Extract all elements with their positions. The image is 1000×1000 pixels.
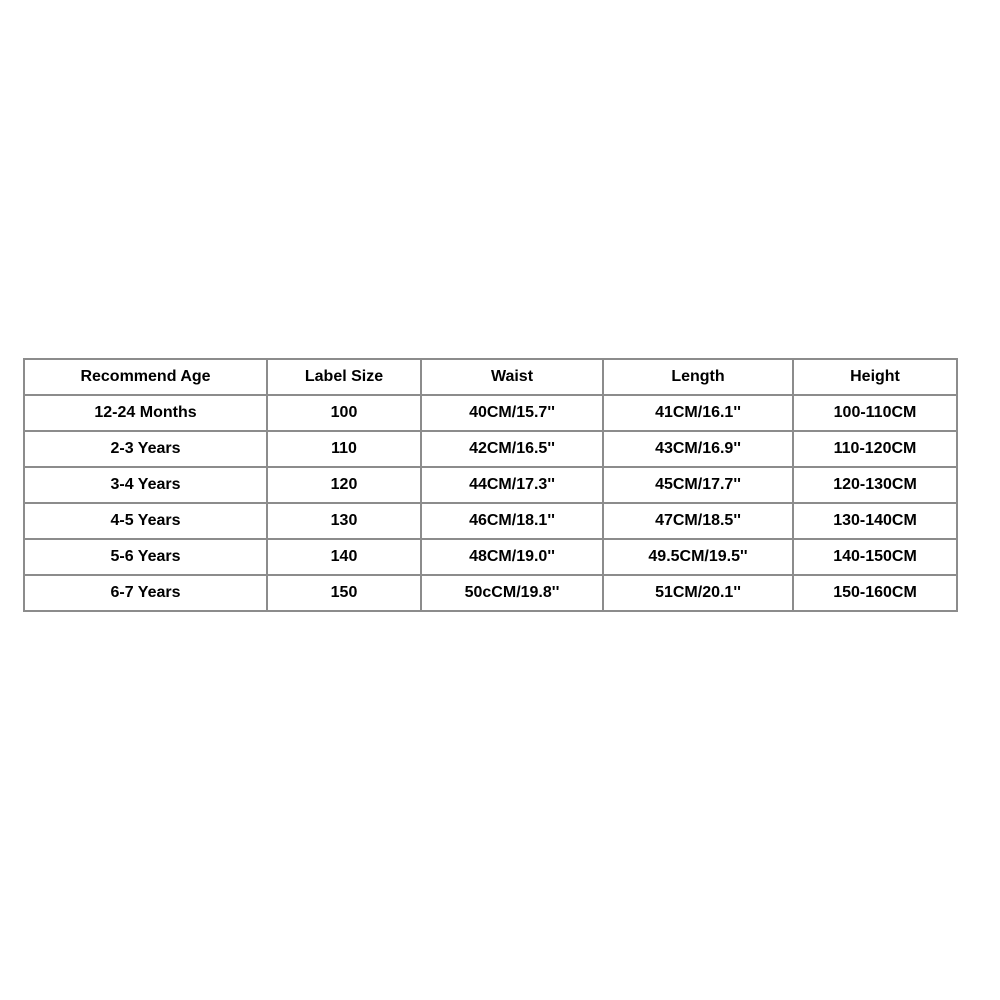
header-waist: Waist xyxy=(421,359,603,395)
cell-recommend-age: 12-24 Months xyxy=(24,395,267,431)
table-row xyxy=(24,575,957,611)
cell-height: 120-130CM xyxy=(793,467,957,503)
table-row xyxy=(24,431,957,467)
table-row xyxy=(24,395,957,431)
cell-height: 130-140CM xyxy=(793,503,957,539)
table-row xyxy=(24,467,957,503)
cell-length: 45CM/17.7'' xyxy=(603,467,793,503)
cell-label-size: 120 xyxy=(267,467,421,503)
table-header-row xyxy=(24,359,957,395)
header-length: Length xyxy=(603,359,793,395)
cell-waist: 46CM/18.1'' xyxy=(421,503,603,539)
cell-label-size: 100 xyxy=(267,395,421,431)
size-chart-table xyxy=(23,358,958,612)
cell-label-size: 150 xyxy=(267,575,421,611)
cell-height: 140-150CM xyxy=(793,539,957,575)
cell-recommend-age: 3-4 Years xyxy=(24,467,267,503)
cell-waist: 42CM/16.5'' xyxy=(421,431,603,467)
cell-recommend-age: 4-5 Years xyxy=(24,503,267,539)
cell-length: 51CM/20.1'' xyxy=(603,575,793,611)
table-row xyxy=(24,503,957,539)
cell-length: 41CM/16.1'' xyxy=(603,395,793,431)
cell-waist: 50cCM/19.8'' xyxy=(421,575,603,611)
cell-label-size: 110 xyxy=(267,431,421,467)
cell-length: 47CM/18.5'' xyxy=(603,503,793,539)
cell-height: 100-110CM xyxy=(793,395,957,431)
cell-recommend-age: 6-7 Years xyxy=(24,575,267,611)
cell-label-size: 130 xyxy=(267,503,421,539)
cell-recommend-age: 2-3 Years xyxy=(24,431,267,467)
cell-waist: 48CM/19.0'' xyxy=(421,539,603,575)
header-height: Height xyxy=(793,359,957,395)
header-label-size: Label Size xyxy=(267,359,421,395)
table-row xyxy=(24,539,957,575)
cell-length: 49.5CM/19.5'' xyxy=(603,539,793,575)
cell-length: 43CM/16.9'' xyxy=(603,431,793,467)
header-recommend-age: Recommend Age xyxy=(24,359,267,395)
cell-height: 110-120CM xyxy=(793,431,957,467)
cell-waist: 40CM/15.7'' xyxy=(421,395,603,431)
cell-waist: 44CM/17.3'' xyxy=(421,467,603,503)
cell-height: 150-160CM xyxy=(793,575,957,611)
cell-label-size: 140 xyxy=(267,539,421,575)
cell-recommend-age: 5-6 Years xyxy=(24,539,267,575)
